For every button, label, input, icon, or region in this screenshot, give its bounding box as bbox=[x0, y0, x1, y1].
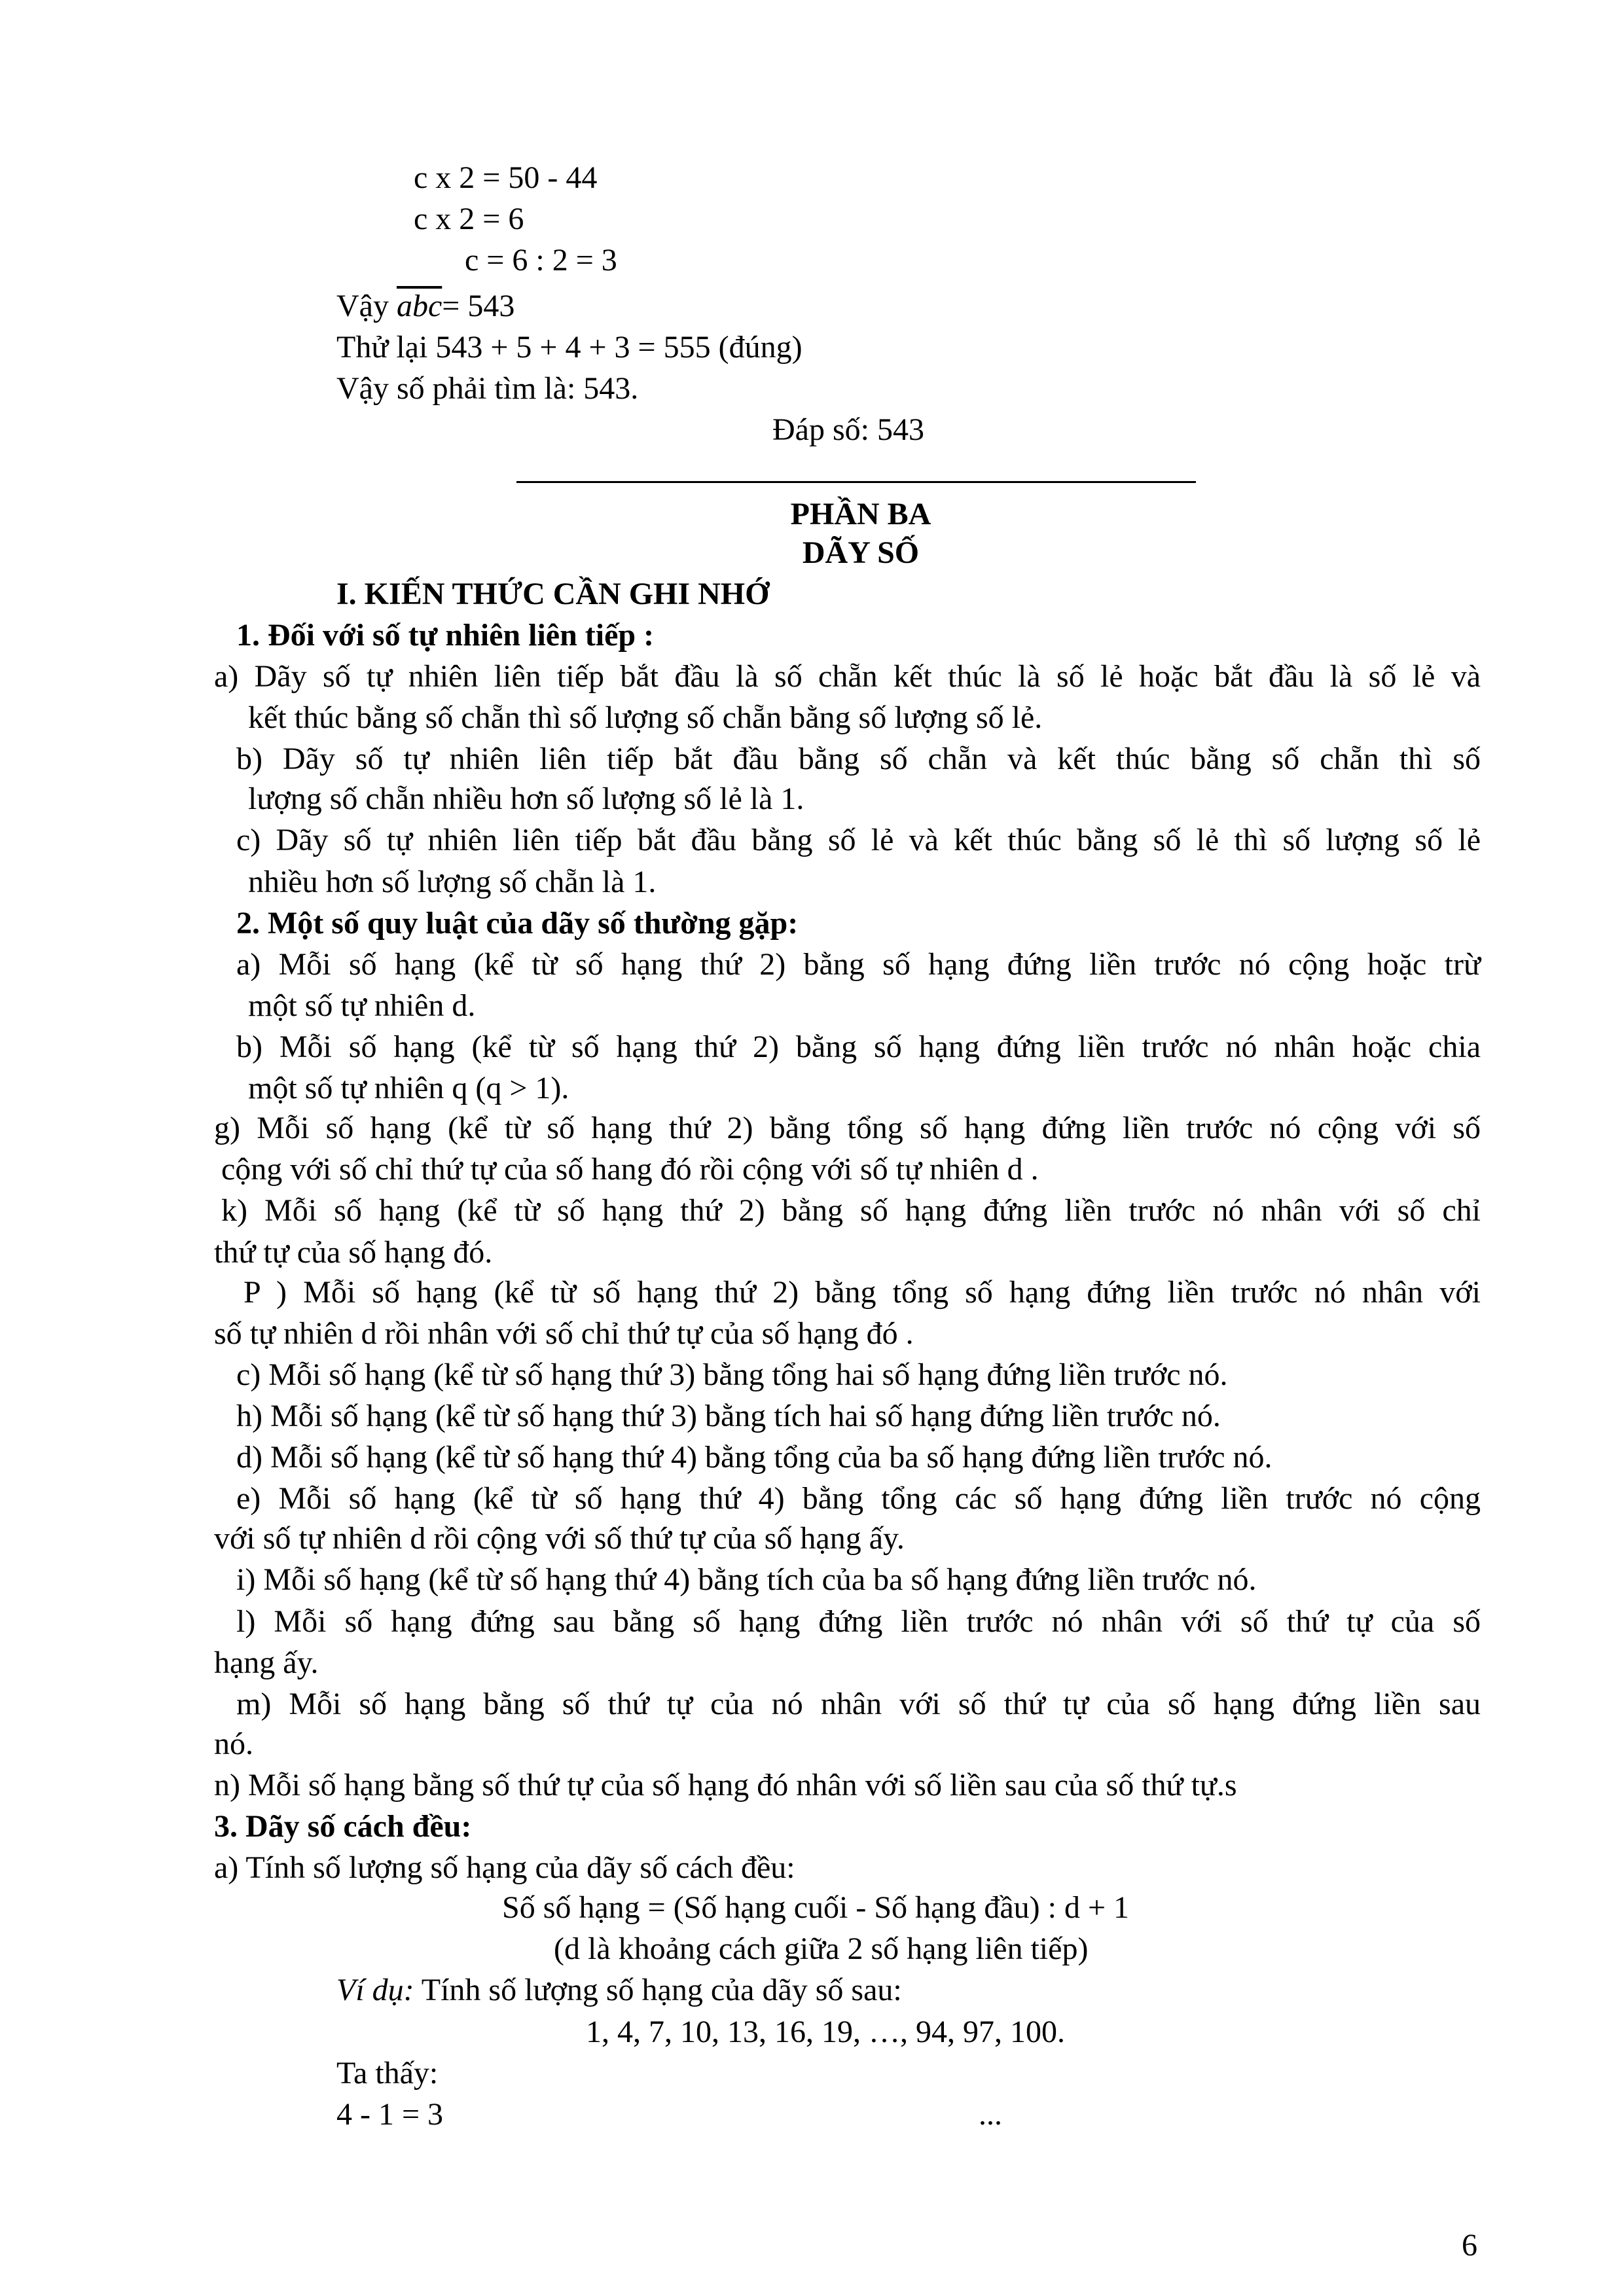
solution-line: Vậy số phải tìm là: 543. bbox=[336, 371, 639, 406]
rule-line: a) Mỗi số hạng (kể từ số hạng thứ 2) bằng số hạng đứng liền trước nó cộng hoặc trừ bbox=[236, 947, 1481, 982]
section-heading: I. KIẾN THỨC CẦN GHI NHỚ bbox=[336, 577, 770, 611]
solution-line: c x 2 = 50 - 44 bbox=[414, 160, 598, 195]
rule-line: i) Mỗi số hạng (kể từ số hạng thứ 4) bằng tích của ba số hạng đứng liền trước nó. bbox=[236, 1562, 1257, 1597]
rule-line: k) Mỗi số hạng (kể từ số hạng thứ 2) bằng số hạng đứng liền trước nó nhân với số chỉ bbox=[221, 1193, 1481, 1228]
paragraph-line: c) Dãy số tự nhiên liên tiếp bắt đầu bằng số lẻ và kết thúc bằng số lẻ thì số lượng số lẻ bbox=[236, 823, 1481, 857]
formula-note: (d là khoảng cách giữa 2 số hạng liên tiếp) bbox=[554, 1931, 1089, 1966]
sequence: 1, 4, 7, 10, 13, 16, 19, …, 94, 97, 100. bbox=[586, 2015, 1065, 2049]
rule-line: g) Mỗi số hạng (kể từ số hạng thứ 2) bằng tổng số hạng đứng liền trước nó cộng với số bbox=[214, 1111, 1481, 1145]
rule-line: hạng ấy. bbox=[214, 1645, 319, 1680]
part-subtitle: DÃY SỐ bbox=[802, 535, 920, 570]
paragraph-line: b) Dãy số tự nhiên liên tiếp bắt đầu bằng số chẵn và kết thúc bằng số chẵn thì số bbox=[236, 742, 1481, 776]
solution-line bbox=[336, 286, 514, 327]
rule-line: số tự nhiên d rồi nhân với số chỉ thứ tự của số hạng đó . bbox=[214, 1316, 914, 1351]
solution-line: c = 6 : 2 = 3 bbox=[465, 243, 617, 278]
rule-line: e) Mỗi số hạng (kể từ số hạng thứ 4) bằng tổng các số hạng đứng liền trước nó cộng bbox=[236, 1481, 1481, 1516]
text: Tính số lượng số hạng của dãy số sau: bbox=[414, 1973, 902, 2007]
solution-line: c x 2 = 6 bbox=[414, 202, 524, 236]
paragraph-line: kết thúc bằng số chẵn thì số lượng số chẵn bằng số lượng số lẻ. bbox=[248, 700, 1043, 735]
text: Vậy bbox=[336, 289, 397, 323]
page-number: 6 bbox=[1462, 2228, 1477, 2263]
paragraph-line: a) Tính số lượng số hạng của dãy số cách đều: bbox=[214, 1850, 795, 1885]
subheading: 3. Dãy số cách đều: bbox=[214, 1809, 472, 1844]
subheading: 1. Đối với số tự nhiên liên tiếp : bbox=[236, 618, 655, 653]
solution-line: Thử lại 543 + 5 + 4 + 3 = 555 (đúng) bbox=[336, 330, 803, 365]
rule-line: h) Mỗi số hạng (kể từ số hạng thứ 3) bằng tích hai số hạng đứng liền trước nó. bbox=[236, 1399, 1221, 1433]
example-line bbox=[336, 1970, 902, 2011]
rule-line: một số tự nhiên d. bbox=[248, 988, 476, 1023]
rule-line: P ) Mỗi số hạng (kể từ số hạng thứ 2) bằng tổng số hạng đứng liền trước nó nhân với bbox=[244, 1275, 1481, 1310]
paragraph-line: lượng số chẵn nhiều hơn số lượng số lẻ là 1. bbox=[248, 781, 804, 816]
example-label: Ví dụ: bbox=[336, 1973, 414, 2007]
ellipsis: ... bbox=[979, 2097, 1002, 2132]
overline-abc: $\overline{abc}$ bbox=[396, 289, 442, 323]
divider bbox=[516, 481, 1196, 483]
rule-line: nó. bbox=[214, 1727, 253, 1761]
paragraph-line: nhiều hơn số lượng số chẵn là 1. bbox=[248, 865, 657, 899]
part-title: PHẦN BA bbox=[790, 497, 931, 531]
rule-line: b) Mỗi số hạng (kể từ số hạng thứ 2) bằng số hạng đứng liền trước nó nhân hoặc chia bbox=[236, 1030, 1481, 1064]
rule-line: cộng với số chỉ thứ tự của số hang đó rồi cộng với số tự nhiên d . bbox=[221, 1152, 1039, 1187]
rule-line: một số tự nhiên q (q > 1). bbox=[248, 1071, 569, 1105]
rule-line: m) Mỗi số hạng bằng số thứ tự của nó nhân với số thứ tự của số hạng đứng liền sau bbox=[236, 1687, 1481, 1721]
rule-line: d) Mỗi số hạng (kể từ số hạng thứ 4) bằng tổng của ba số hạng đứng liền trước nó. bbox=[236, 1440, 1272, 1475]
paragraph-line: Ta thấy: bbox=[336, 2056, 439, 2090]
text: = 543 bbox=[442, 289, 515, 323]
rule-line: n) Mỗi số hạng bằng số thứ tự của số hạng đó nhân với số liền sau của số thứ tự.s bbox=[214, 1768, 1237, 1803]
formula: Số số hạng = (Số hạng cuối - Số hạng đầu) : d + 1 bbox=[502, 1890, 1130, 1925]
paragraph-line: 4 - 1 = 3 bbox=[336, 2097, 444, 2132]
rule-line: với số tự nhiên d rồi cộng với số thứ tự của số hạng ấy. bbox=[214, 1521, 905, 1556]
answer: Đáp số: 543 bbox=[772, 412, 924, 447]
rule-line: thứ tự của số hạng đó. bbox=[214, 1235, 493, 1270]
subheading: 2. Một số quy luật của dãy số thường gặp: bbox=[236, 906, 799, 941]
rule-line: c) Mỗi số hạng (kể từ số hạng thứ 3) bằng tổng hai số hạng đứng liền trước nó. bbox=[236, 1357, 1228, 1392]
rule-line: l) Mỗi số hạng đứng sau bằng số hạng đứng liền trước nó nhân với số thứ tự của số bbox=[236, 1604, 1481, 1639]
paragraph-line: a) Dãy số tự nhiên liên tiếp bắt đầu là số chẵn kết thúc là số lẻ hoặc bắt đầu là số lẻ và bbox=[214, 659, 1481, 694]
